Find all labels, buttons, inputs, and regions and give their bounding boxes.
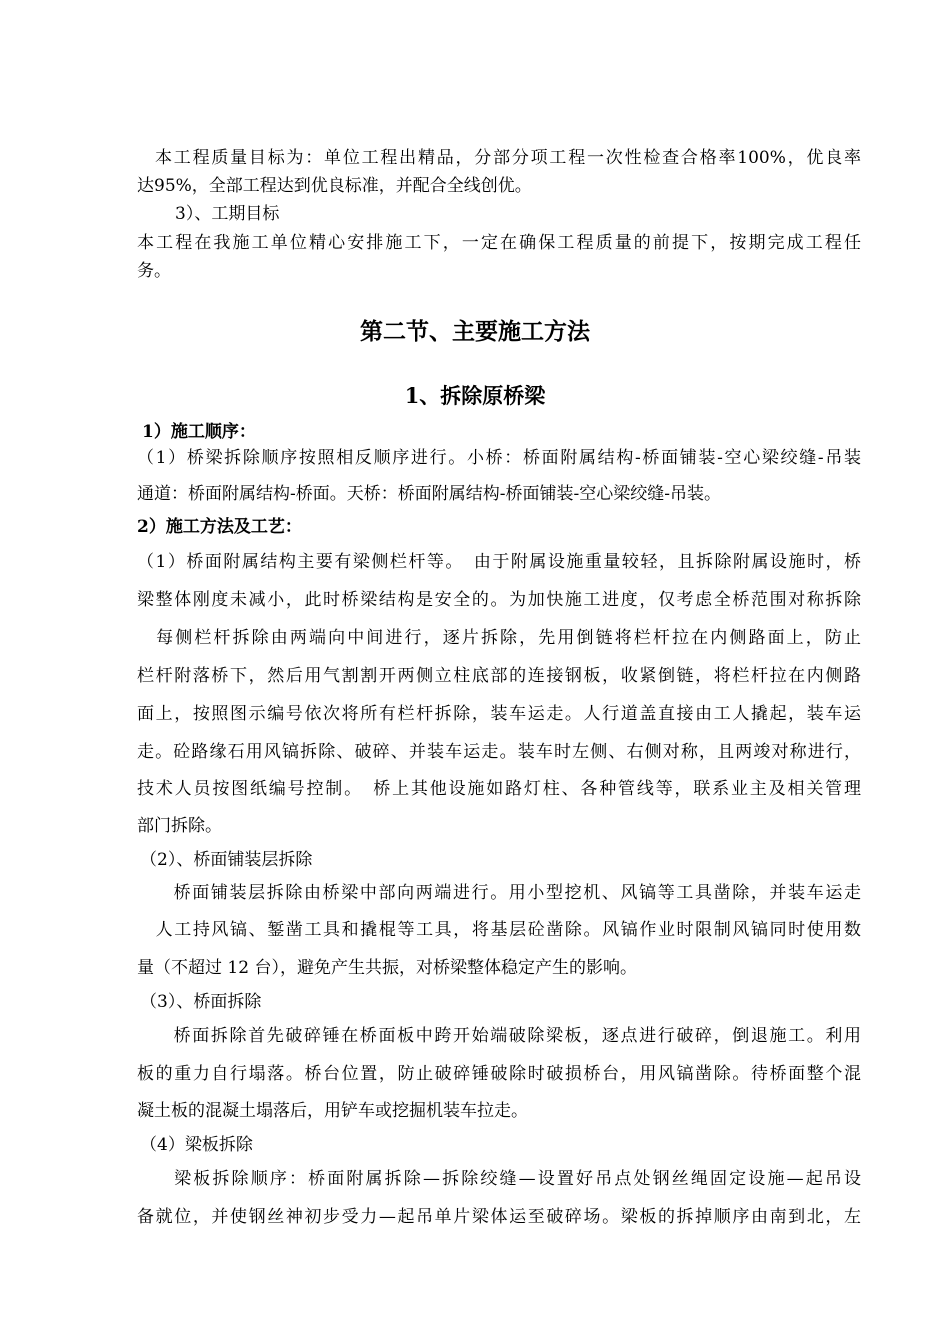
deck-paragraph-line: 板的重力自行塌落。桥台位置，防止破碎锤破除时破损桥台，用风镐凿除。待桥面整个混 bbox=[137, 1064, 861, 1084]
deck-paragraph-line: 桥面拆除首先破碎锤在桥面板中跨开始端破除梁板，逐点进行破碎，倒退施工。利用 bbox=[155, 1026, 861, 1046]
method-paragraph-line: （1）桥面附属结构主要有梁侧栏杆等。 由于附属设施重量较轻，且拆除附属设施时，桥 bbox=[137, 552, 861, 572]
method-paragraph-line: 走。砼路缘石用风镐拆除、破碎、并装车运走。装车时左侧、右侧对称，且两竣对称进行， bbox=[137, 742, 861, 762]
quality-goal-line-1: 本工程质量目标为：单位工程出精品，分部分项工程一次性检查合格率100%，优良率 bbox=[155, 148, 861, 168]
method-heading: 2）施工方法及工艺： bbox=[137, 517, 302, 537]
method-paragraph-line: 技术人员按图纸编号控制。 桥上其他设施如路灯柱、各种管线等，联系业主及相关管理 bbox=[137, 779, 861, 799]
paving-paragraph-line: 人工持风镐、錾凿工具和撬棍等工具，将基层砼凿除。风镐作业时限制风镐同时使用数 bbox=[137, 920, 861, 940]
paving-paragraph-line: 量（不超过 12 台），避免产生共振，对桥梁整体稳定产生的影响。 bbox=[137, 958, 637, 978]
method-paragraph-line: 面上，按照图示编号依次将所有栏杆拆除，装车运走。人行道盖直接由工人撬起，装车运 bbox=[137, 704, 861, 724]
paving-removal-heading: （2）、桥面铺装层拆除 bbox=[140, 850, 313, 870]
method-paragraph-line: 每侧栏杆拆除由两端向中间进行，逐片拆除，先用倒链将栏杆拉在内侧路面上，防止 bbox=[137, 628, 861, 648]
section-title: 第二节、主要施工方法 bbox=[360, 318, 590, 345]
beam-removal-heading: （4）梁板拆除 bbox=[140, 1135, 253, 1155]
deck-removal-heading: （3）、桥面拆除 bbox=[140, 992, 262, 1012]
method-paragraph-line: 部门拆除。 bbox=[137, 816, 222, 836]
construction-order-heading: 1）施工顺序： bbox=[142, 422, 256, 442]
construction-order-line-2: 通道：桥面附属结构-桥面。天桥：桥面附属结构-桥面铺装-空心梁绞缝-吊装。 bbox=[137, 484, 721, 504]
paving-paragraph-line: 桥面铺装层拆除由桥梁中部向两端进行。用小型挖机、风镐等工具凿除，并装车运走 bbox=[155, 883, 861, 903]
subsection-title: 1、拆除原桥梁 bbox=[404, 383, 546, 408]
deck-paragraph-line: 凝土板的混凝土塌落后，用铲车或挖掘机装车拉走。 bbox=[137, 1101, 528, 1121]
schedule-goal-heading: 3）、工期目标 bbox=[175, 204, 280, 224]
schedule-goal-line-2: 务。 bbox=[137, 261, 171, 281]
quality-goal-line-2: 达95%，全部工程达到优良标准，并配合全线创优。 bbox=[137, 176, 532, 196]
method-paragraph-line: 梁整体刚度未减小，此时桥梁结构是安全的。为加快施工进度，仅考虑全桥范围对称拆除 bbox=[137, 590, 861, 610]
beam-paragraph-line: 备就位，并使钢丝神初步受力—起吊单片梁体运至破碎场。梁板的拆掉顺序由南到北，左 bbox=[137, 1207, 861, 1227]
schedule-goal-line-1: 本工程在我施工单位精心安排施工下，一定在确保工程质量的前提下，按期完成工程任 bbox=[137, 233, 861, 253]
method-paragraph-line: 栏杆附落桥下，然后用气割割开两侧立柱底部的连接钢板，收紧倒链，将栏杆拉在内侧路 bbox=[137, 666, 861, 686]
beam-paragraph-line: 梁板拆除顺序：桥面附属拆除—拆除绞缝—设置好吊点处钢丝绳固定设施—起吊设 bbox=[155, 1169, 861, 1189]
construction-order-line-1: （1）桥梁拆除顺序按照相反顺序进行。小桥：桥面附属结构-桥面铺装-空心梁绞缝-吊装 bbox=[137, 448, 861, 468]
